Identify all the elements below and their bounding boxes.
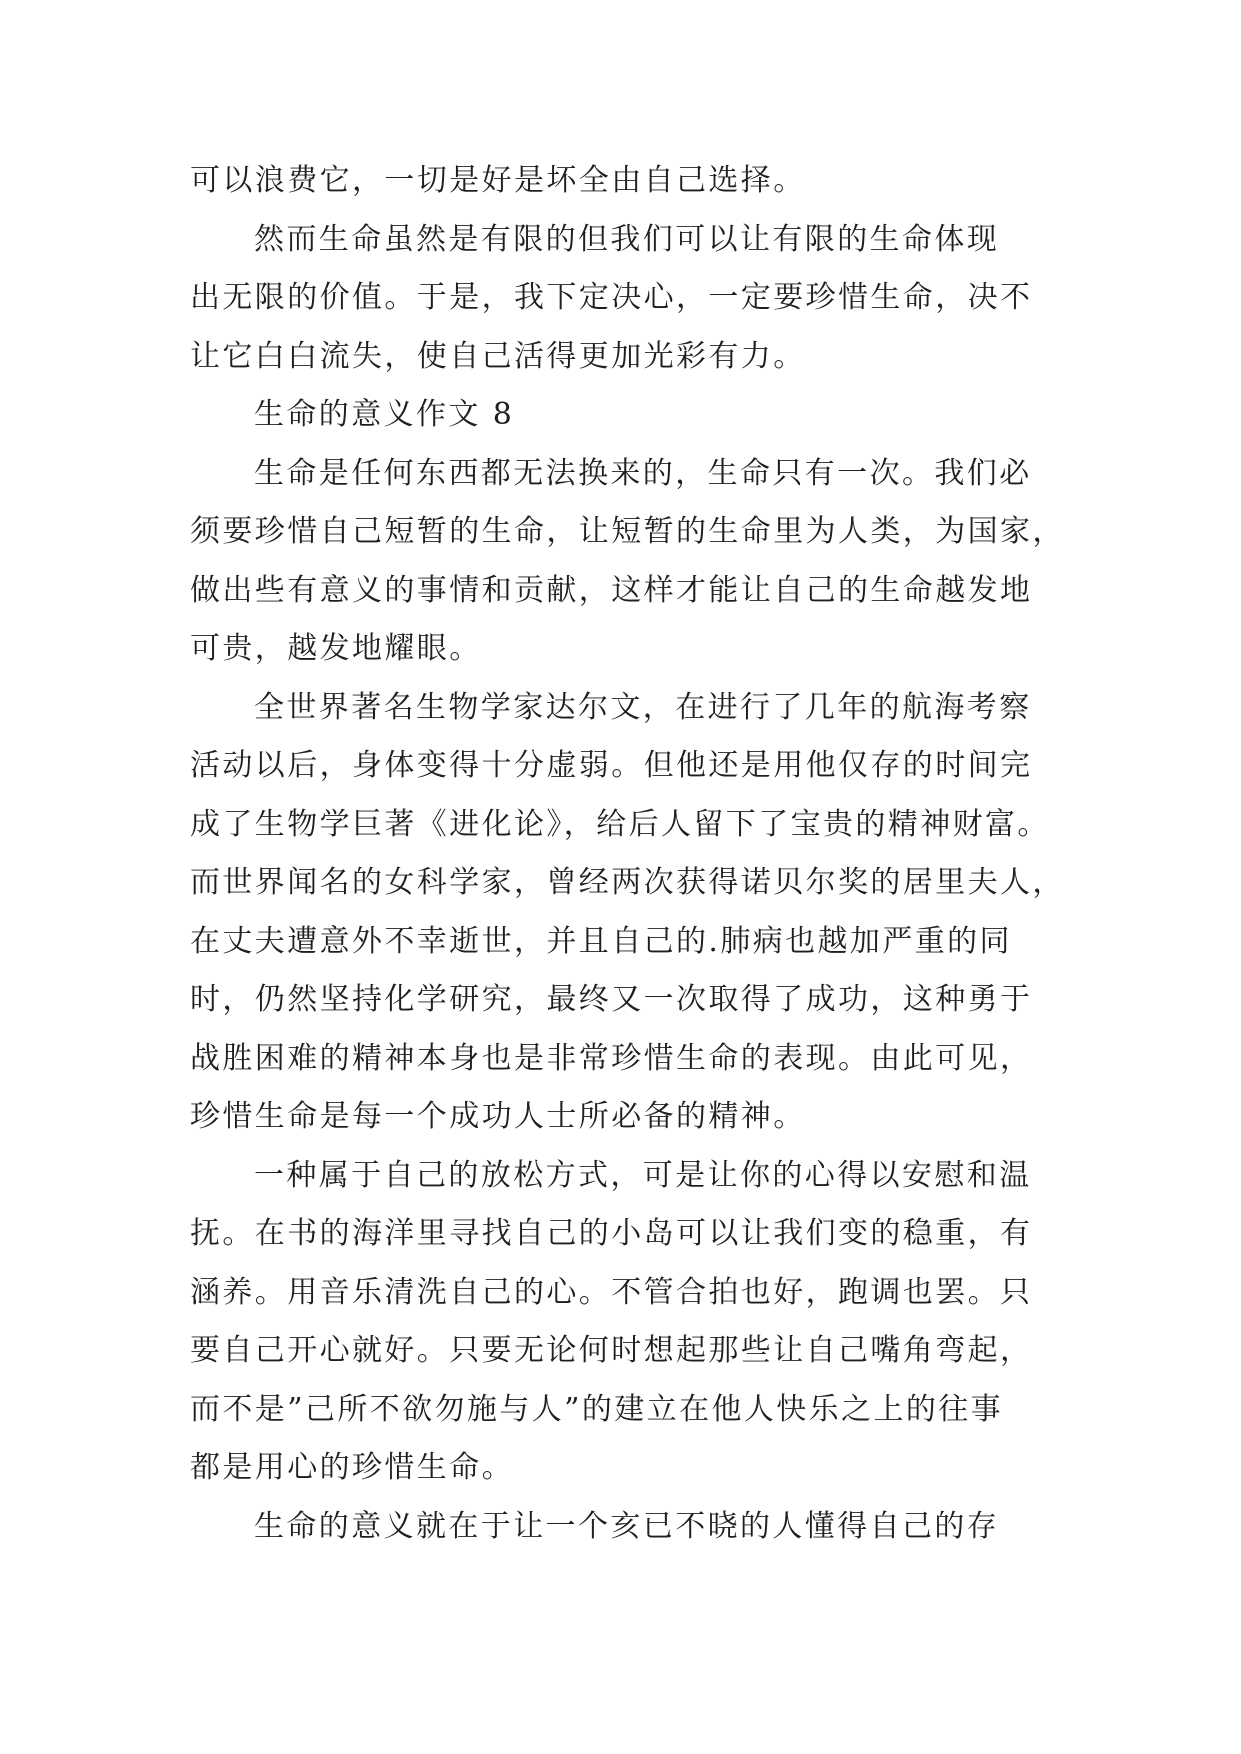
section-heading xyxy=(190,386,1050,445)
paragraph xyxy=(190,211,1050,387)
text-line: 时，仍然坚持化学研究，最终又一次取得了成功，这种勇于 xyxy=(190,982,1033,1017)
text-line: 做出些有意义的事情和贡献，这样才能让自己的生命越发地 xyxy=(190,572,1033,608)
text-line: 在丈夫遭意外不幸逝世，并且自己的.肺病也越加严重的同 xyxy=(190,923,1012,959)
paragraph xyxy=(190,445,1065,679)
text-line: 而世界闻名的女科学家，曾经两次获得诺贝尔奖的居里夫人， xyxy=(190,865,1065,900)
paragraph xyxy=(190,1498,1050,1557)
paragraph xyxy=(190,1147,1050,1498)
document-body xyxy=(190,152,1065,1556)
text-line: 活动以后，身体变得十分虚弱。但他还是用他仅存的时间完 xyxy=(190,748,1033,783)
text-line: 抚。在书的海洋里寻找自己的小岛可以让我们变的稳重，有 xyxy=(190,1216,1033,1251)
text-line: 全世界著名生物学家达尔文，在进行了几年的航海考察 xyxy=(254,689,1032,725)
text-line: 生命是任何东西都无法换来的，生命只有一次。我们必 xyxy=(254,455,1032,491)
text-line: 出无限的价值。于是，我下定决心，一定要珍惜生命，决不 xyxy=(190,280,1033,315)
text-line: 让它白白流失，使自己活得更加光彩有力。 xyxy=(190,338,806,374)
paragraph xyxy=(190,679,1065,1147)
text-line: 涵养。用音乐清洗自己的心。不管合拍也好，跑调也罢。只 xyxy=(190,1274,1033,1310)
text-line: 可以浪费它，一切是好是坏全由自己选择。 xyxy=(190,163,806,198)
text-line: 生命的意义作文 8 xyxy=(254,397,515,432)
text-line: 须要珍惜自己短暂的生命，让短暂的生命里为人类，为国家， xyxy=(190,514,1065,549)
text-line: 生命的意义就在于让一个亥已不晓的人懂得自己的存 xyxy=(254,1508,1000,1544)
text-line: 可贵，越发地耀眼。 xyxy=(190,631,482,666)
text-line: 成了生物学巨著《进化论》，给后人留下了宝贵的精神财富。 xyxy=(190,806,1050,842)
text-line: 然而生命虽然是有限的但我们可以让有限的生命体现 xyxy=(254,221,1000,257)
paragraph xyxy=(190,152,1050,211)
text-line: 战胜困难的精神本身也是非常珍惜生命的表现。由此可见， xyxy=(190,1040,1033,1076)
text-line: 而不是”己所不欲勿施与人”的建立在他人快乐之上的往事 xyxy=(190,1391,1004,1427)
text-line: 都是用心的珍惜生命。 xyxy=(190,1450,514,1485)
text-line: 珍惜生命是每一个成功人士所必备的精神。 xyxy=(190,1099,806,1134)
text-line: 一种属于自己的放松方式，可是让你的心得以安慰和温 xyxy=(254,1157,1032,1193)
text-line: 要自己开心就好。只要无论何时想起那些让自己嘴角弯起， xyxy=(190,1333,1033,1368)
